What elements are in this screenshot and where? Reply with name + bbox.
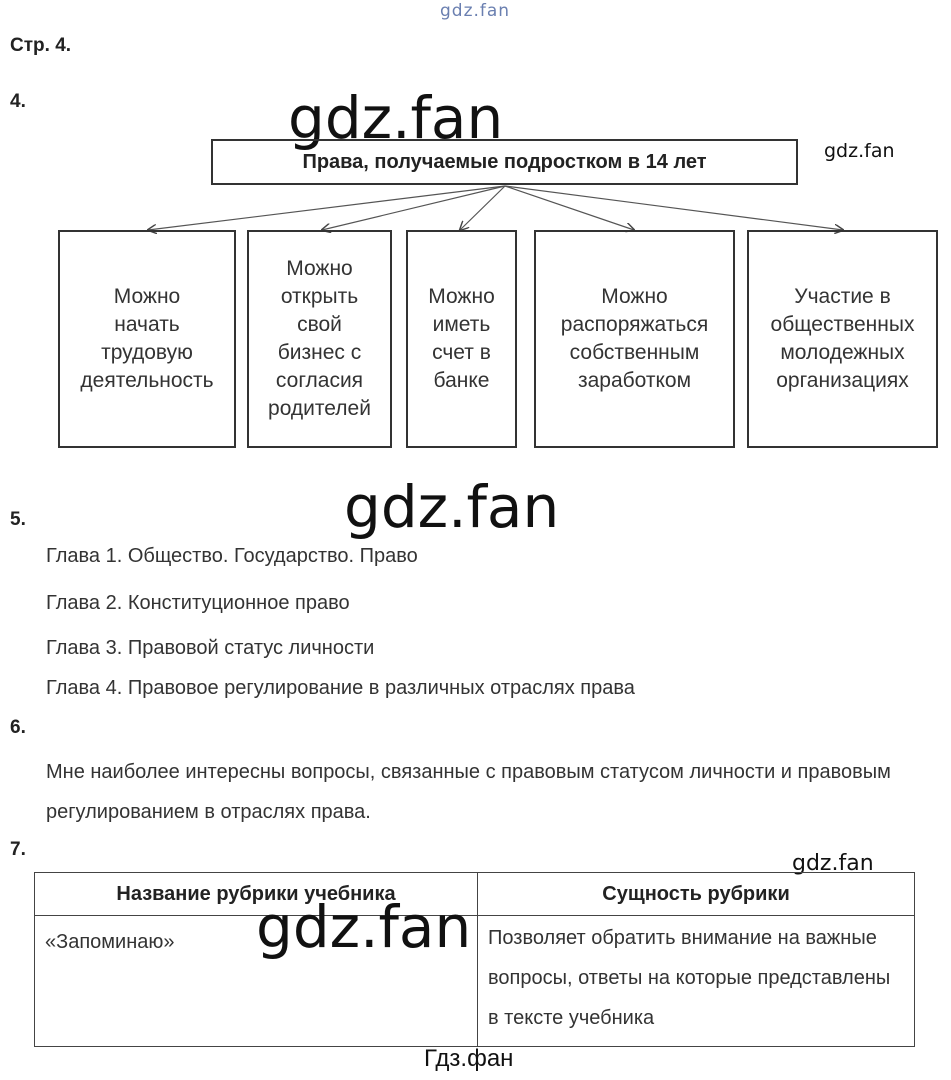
task-6-answer: Мне наиболее интересны вопросы, связанные с правовым статусом личности и правовым регулированием в отраслях права. <box>46 761 891 823</box>
chapter-1: Глава 1. Общество. Государство. Право <box>46 545 418 567</box>
right-box-3: Можно иметь счет в банке <box>406 230 517 448</box>
table-cell-rubric-name: «Запоминаю» <box>35 916 478 1047</box>
table-cell-rubric-essence: Позволяет обратить внимание на важные вопросы, ответы на которые представлены в тексте учебника <box>478 916 915 1047</box>
table-header-name: Название рубрики учебника <box>35 873 478 916</box>
rubric-table <box>34 872 915 1047</box>
task-6-number: 6. <box>10 717 26 738</box>
right-box-5: Участие в общественных молодежных организациях <box>747 230 938 448</box>
diagram-arrows <box>0 0 951 240</box>
arrow-5 <box>505 186 843 230</box>
arrow-4 <box>505 186 634 230</box>
table-header-essence: Сущность рубрики <box>478 873 915 916</box>
arrow-3 <box>460 186 505 230</box>
arrow-2 <box>322 186 505 230</box>
diagram-title: Права, получаемые подростком в 14 лет <box>211 139 798 185</box>
watermark-top: gdz.fan <box>440 1 511 21</box>
right-box-1: Можно начать трудовую деятельность <box>58 230 236 448</box>
watermark-small-2: gdz.fan <box>792 851 874 876</box>
right-box-2: Можно открыть свой бизнес с согласия родителей <box>247 230 392 448</box>
task-5-number: 5. <box>10 509 26 530</box>
table-row <box>35 916 915 1047</box>
chapter-4: Глава 4. Правовое регулирование в различных отраслях права <box>46 677 635 699</box>
chapter-3: Глава 3. Правовой статус личности <box>46 637 375 659</box>
watermark-big-2: gdz.fan <box>344 473 560 541</box>
watermark-big-3: gdz.fan <box>256 893 472 961</box>
right-box-4: Можно распоряжаться собственным заработком <box>534 230 735 448</box>
chapter-2: Глава 2. Конституционное право <box>46 592 350 614</box>
page-heading: Стр. 4. <box>10 35 72 56</box>
task-4-number: 4. <box>10 91 26 112</box>
watermark-small-1: gdz.fan <box>824 140 895 162</box>
table-header-row <box>35 873 915 916</box>
task-7-number: 7. <box>10 839 26 860</box>
watermark-big-1: gdz.fan <box>288 84 504 152</box>
arrow-1 <box>148 186 505 230</box>
watermark-bottom: Гдз.фан <box>424 1045 514 1072</box>
